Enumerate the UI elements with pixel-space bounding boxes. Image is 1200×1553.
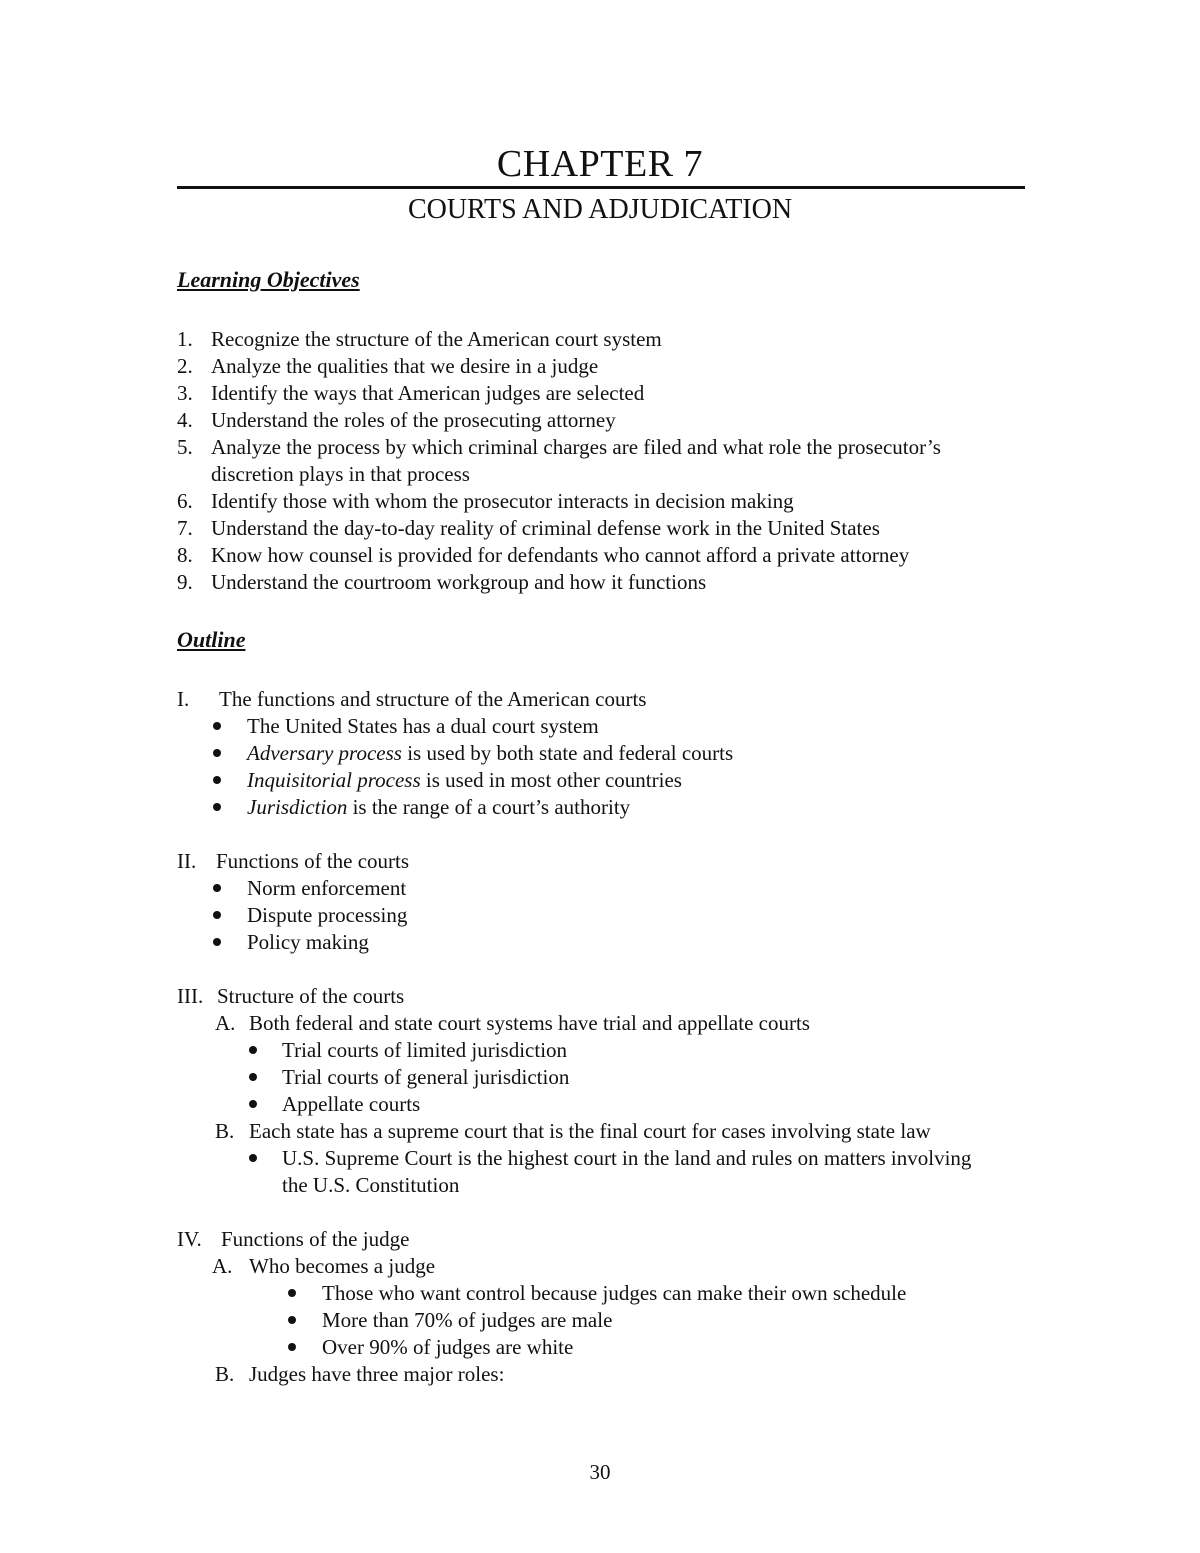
subsection-letter: B. bbox=[215, 1119, 235, 1143]
roman-numeral: I. bbox=[177, 687, 190, 711]
objective-item bbox=[177, 380, 1077, 407]
bullet-text: Dispute processing bbox=[247, 903, 408, 927]
objective-text: Recognize the structure of the American court system bbox=[211, 327, 662, 351]
subsection-letter: A. bbox=[215, 1011, 236, 1035]
objective-number: 8. bbox=[177, 543, 193, 567]
bullet-icon bbox=[288, 1316, 296, 1324]
outline-list bbox=[177, 686, 1077, 1415]
section-heading-line bbox=[177, 983, 1077, 1010]
roman-numeral: III. bbox=[177, 984, 204, 1008]
objective-text: Know how counsel is provided for defendants who cannot afford a private attorney bbox=[211, 543, 910, 567]
chapter-title: CHAPTER 7 bbox=[496, 143, 704, 185]
objective-text: Understand the courtroom workgroup and how it functions bbox=[211, 570, 707, 594]
bullet-text: is used in most other countries bbox=[420, 768, 682, 792]
outline-section bbox=[177, 848, 1077, 956]
section-heading-line bbox=[177, 1226, 1077, 1253]
bullet-icon bbox=[213, 938, 221, 946]
objective-item bbox=[177, 434, 946, 488]
section-title: The functions and structure of the American courts bbox=[219, 687, 647, 711]
section-title: Functions of the judge bbox=[221, 1227, 410, 1251]
bullet-icon bbox=[288, 1343, 296, 1351]
bullet-text: is used by both state and federal courts bbox=[401, 741, 734, 765]
subsection-text: Each state has a supreme court that is the final court for cases involving state law bbox=[249, 1119, 931, 1143]
objective-number: 5. bbox=[177, 435, 193, 459]
subsection-text: Who becomes a judge bbox=[249, 1254, 436, 1278]
bullet-icon bbox=[213, 911, 221, 919]
chapter-subtitle: COURTS AND ADJUDICATION bbox=[407, 194, 793, 225]
objective-number: 7. bbox=[177, 516, 193, 540]
bullet-item bbox=[177, 1307, 1077, 1334]
bullet-icon bbox=[213, 749, 221, 757]
section-title: Structure of the courts bbox=[217, 984, 405, 1008]
outline-section bbox=[177, 983, 1077, 1199]
objective-text: Identify those with whom the prosecutor interacts in decision making bbox=[211, 489, 794, 513]
bullet-item bbox=[177, 929, 1077, 956]
objective-item bbox=[177, 488, 1077, 515]
bullet-item bbox=[177, 1064, 1077, 1091]
objective-text: Understand the day-to-day reality of criminal defense work in the United States bbox=[211, 516, 880, 540]
bullet-item bbox=[177, 1145, 972, 1199]
bullet-text: The United States has a dual court system bbox=[247, 714, 599, 738]
bullet-emphasis: Inquisitorial process bbox=[247, 768, 421, 792]
objective-number: 3. bbox=[177, 381, 193, 405]
objective-item bbox=[177, 515, 1077, 542]
bullet-item bbox=[177, 1091, 1077, 1118]
outline-heading: Outline bbox=[177, 627, 246, 652]
bullet-item bbox=[177, 1280, 1077, 1307]
page-number: 30 bbox=[589, 1460, 611, 1484]
objective-number: 4. bbox=[177, 408, 193, 432]
bullet-item bbox=[177, 902, 1077, 929]
subsection-text: Judges have three major roles: bbox=[249, 1362, 505, 1386]
bullet-item bbox=[177, 767, 1077, 794]
objective-text: Understand the roles of the prosecuting attorney bbox=[211, 408, 616, 432]
subsection-item bbox=[177, 1253, 1077, 1280]
objective-item bbox=[177, 542, 1077, 569]
subsection-item bbox=[177, 1010, 1077, 1037]
bullet-text: More than 70% of judges are male bbox=[322, 1308, 613, 1332]
subsection-letter: B. bbox=[215, 1362, 235, 1386]
objective-text: Identify the ways that American judges are selected bbox=[211, 381, 645, 405]
bullet-icon bbox=[249, 1073, 257, 1081]
bullet-text: Over 90% of judges are white bbox=[322, 1335, 574, 1359]
objective-number: 6. bbox=[177, 489, 193, 513]
bullet-icon bbox=[249, 1154, 257, 1162]
bullet-text: is the range of a court’s authority bbox=[347, 795, 631, 819]
title-rule bbox=[177, 186, 1025, 189]
roman-numeral: IV. bbox=[177, 1227, 202, 1251]
bullet-icon bbox=[288, 1289, 296, 1297]
bullet-emphasis: Adversary process bbox=[247, 741, 402, 765]
bullet-text: Trial courts of general jurisdiction bbox=[282, 1065, 570, 1089]
section-heading-line bbox=[177, 686, 1077, 713]
section-heading-line bbox=[177, 848, 1077, 875]
subsection-item bbox=[177, 1118, 1077, 1145]
objective-number: 1. bbox=[177, 327, 193, 351]
objective-item bbox=[177, 569, 1077, 596]
bullet-icon bbox=[213, 722, 221, 730]
section-title: Functions of the courts bbox=[216, 849, 410, 873]
bullet-icon bbox=[249, 1100, 257, 1108]
objective-number: 9. bbox=[177, 570, 193, 594]
bullet-item bbox=[177, 875, 1077, 902]
bullet-text: Policy making bbox=[247, 930, 369, 954]
bullet-icon bbox=[249, 1046, 257, 1054]
subsection-letter: A. bbox=[212, 1254, 233, 1278]
bullet-item bbox=[177, 740, 1077, 767]
bullet-item bbox=[177, 1037, 1077, 1064]
bullet-item bbox=[177, 794, 1077, 821]
bullet-icon bbox=[213, 776, 221, 784]
bullet-text: Appellate courts bbox=[282, 1092, 421, 1116]
outline-section bbox=[177, 686, 1077, 821]
objective-text: Analyze the qualities that we desire in a judge bbox=[211, 354, 599, 378]
objective-item bbox=[177, 353, 1077, 380]
bullet-text: Norm enforcement bbox=[247, 876, 407, 900]
bullet-text: Those who want control because judges can make their own schedule bbox=[322, 1281, 907, 1305]
bullet-text: U.S. Supreme Court is the highest court in the land and rules on matters involving the U.S. Constitution bbox=[282, 1146, 972, 1197]
bullet-emphasis: Jurisdiction bbox=[247, 795, 348, 819]
objectives-list bbox=[177, 326, 1077, 596]
bullet-icon bbox=[213, 884, 221, 892]
bullet-item bbox=[177, 1334, 1077, 1361]
objective-text: Analyze the process by which criminal charges are filed and what role the prosecutor’s discretion plays in that process bbox=[211, 435, 941, 486]
bullet-text: Trial courts of limited jurisdiction bbox=[282, 1038, 568, 1062]
outline-section bbox=[177, 1226, 1077, 1388]
objective-item bbox=[177, 407, 1077, 434]
bullet-item bbox=[177, 713, 1077, 740]
subsection-item bbox=[177, 1361, 1077, 1388]
objective-number: 2. bbox=[177, 354, 193, 378]
subsection-text: Both federal and state court systems have trial and appellate courts bbox=[249, 1011, 810, 1035]
roman-numeral: II. bbox=[177, 849, 197, 873]
learning-objectives-heading: Learning Objectives bbox=[177, 267, 360, 292]
objective-item bbox=[177, 326, 1077, 353]
bullet-icon bbox=[213, 803, 221, 811]
